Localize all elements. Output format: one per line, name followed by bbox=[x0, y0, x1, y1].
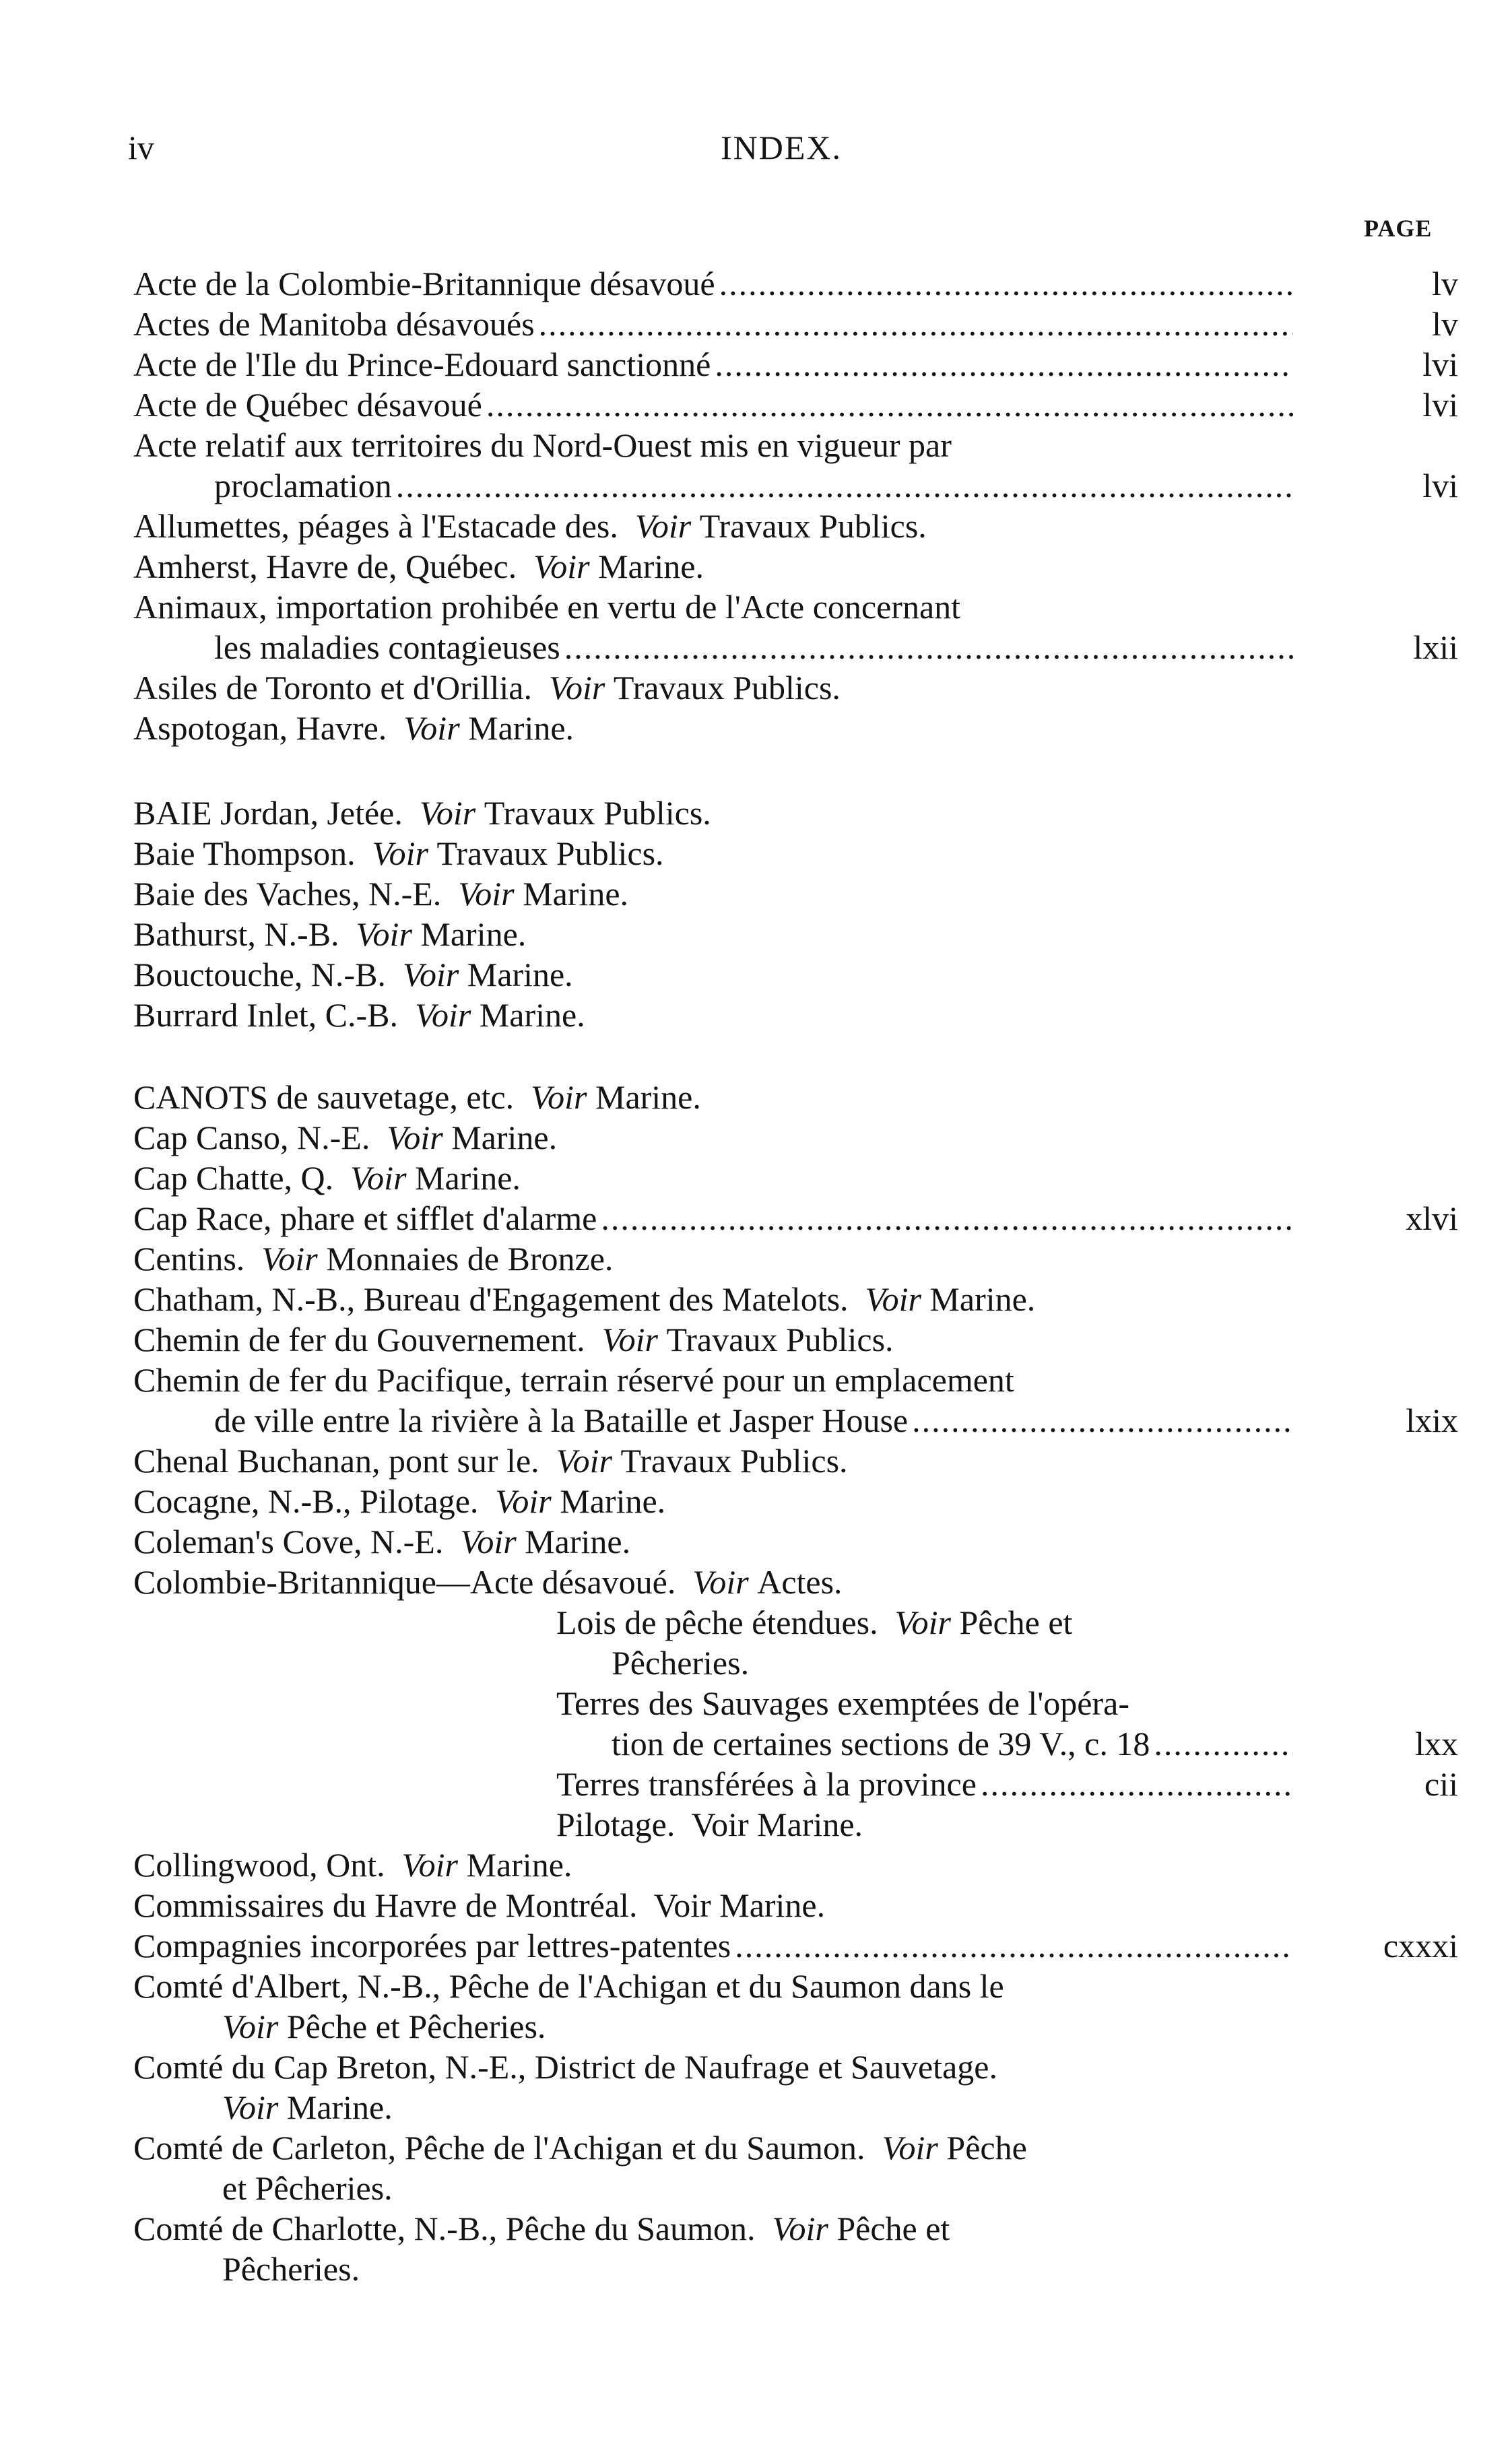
reference-target: Travaux Publics. bbox=[666, 1321, 894, 1358]
entry-text: Acte de Québec désavoué bbox=[133, 386, 482, 424]
reference-target: Marine. bbox=[286, 2088, 393, 2126]
entry-text: Chemin de fer du Gouvernement. bbox=[133, 1321, 585, 1358]
entry-text: Colombie-Britannique—Acte désavoué. bbox=[133, 1563, 676, 1601]
reference-target: Marine. bbox=[598, 548, 704, 585]
entry-page-number: lxix bbox=[1406, 1401, 1458, 1439]
reference-target: Travaux Publics. bbox=[613, 669, 841, 706]
dot-leader bbox=[719, 264, 1293, 303]
reference-target: Monnaies de Bronze. bbox=[326, 1240, 614, 1278]
entry-text: Coleman's Cove, N.-E. bbox=[133, 1523, 444, 1560]
voir-reference: Voir bbox=[414, 996, 471, 1034]
reference-target: Marine. bbox=[560, 1482, 666, 1520]
index-entry bbox=[0, 1320, 1512, 1360]
voir-reference: Voir bbox=[460, 1523, 517, 1560]
entry-text: Comté de Carleton, Pêche de l'Achigan et du Saumon. bbox=[133, 2129, 865, 2167]
index-entry bbox=[0, 1886, 1512, 1926]
reference-target: Pêche et bbox=[959, 1604, 1073, 1641]
entry-text: Baie des Vaches, N.-E. bbox=[133, 875, 442, 913]
index-entry bbox=[0, 1845, 1512, 1886]
entry-text: Pêcheries. bbox=[222, 2250, 360, 2288]
index-entry bbox=[0, 506, 1512, 547]
voir-reference: Voir bbox=[419, 794, 476, 832]
index-entry bbox=[0, 1482, 1512, 1522]
index-entry bbox=[0, 1562, 1512, 1603]
entry-page-number: cxxxi bbox=[1383, 1927, 1458, 1964]
index-entry bbox=[0, 1360, 1512, 1401]
entry-text: Compagnies incorporées par lettres-patentes bbox=[133, 1927, 731, 1964]
index-entry bbox=[0, 1926, 1512, 1967]
voir-reference: Voir bbox=[261, 1240, 318, 1278]
index-entry bbox=[0, 466, 1512, 506]
reference-target: Marine. bbox=[468, 709, 574, 747]
entry-page-number: cii bbox=[1424, 1765, 1458, 1803]
voir-reference: Voir bbox=[634, 507, 692, 545]
dot-leader bbox=[981, 1764, 1293, 1804]
page-column-label: PAGE bbox=[1364, 215, 1433, 242]
entry-text: Acte relatif aux territoires du Nord-Ouest mis en vigueur par bbox=[133, 426, 952, 464]
entry-text: Terres transférées à la province bbox=[556, 1765, 977, 1803]
index-entry bbox=[0, 2007, 1512, 2047]
entry-text: Animaux, importation prohibée en vertu de l'Acte concernant bbox=[133, 588, 961, 626]
entry-text: proclamation bbox=[214, 467, 392, 504]
entry-text: CANOTS de sauvetage, etc. bbox=[133, 1078, 515, 1116]
entry-text: Chenal Buchanan, pont sur le. bbox=[133, 1442, 539, 1480]
voir-reference: Voir bbox=[533, 548, 590, 585]
dot-leader bbox=[396, 466, 1293, 505]
voir-reference: Voir bbox=[882, 2129, 938, 2167]
reference-target: Travaux Publics. bbox=[620, 1442, 848, 1480]
voir-reference: Voir bbox=[402, 956, 459, 993]
index-entry bbox=[0, 1280, 1512, 1320]
voir-reference: Voir bbox=[350, 1159, 407, 1197]
entry-text: Cap Chatte, Q. bbox=[133, 1159, 334, 1197]
entry-text: Cap Canso, N.-E. bbox=[133, 1119, 370, 1156]
index-entry bbox=[0, 1684, 1512, 1724]
voir-reference: Voir bbox=[894, 1604, 951, 1641]
entry-text: Allumettes, péages à l'Estacade des. bbox=[133, 507, 618, 545]
entry-text: Pilotage. Voir Marine. bbox=[556, 1806, 863, 1843]
reference-target: Marine. bbox=[420, 915, 527, 953]
voir-reference: Voir bbox=[865, 1280, 921, 1318]
entry-text: Aspotogan, Havre. bbox=[133, 709, 387, 747]
voir-reference: Voir bbox=[401, 1846, 458, 1884]
entry-page-number: lv bbox=[1432, 265, 1458, 302]
entry-text: de ville entre la rivière à la Bataille et Jasper House bbox=[214, 1401, 909, 1439]
dot-leader bbox=[735, 1926, 1293, 1965]
entry-text: BAIE Jordan, Jetée. bbox=[133, 794, 403, 832]
entry-text: Comté du Cap Breton, N.-E., District de Naufrage et Sauvetage. bbox=[133, 2048, 997, 2086]
reference-target: Pêche et bbox=[836, 2210, 950, 2247]
index-entry bbox=[0, 426, 1512, 466]
entry-page-number: lvi bbox=[1422, 345, 1458, 383]
index-entry bbox=[0, 1805, 1512, 1845]
index-entry bbox=[0, 1603, 1512, 1643]
index-entry bbox=[0, 2249, 1512, 2290]
index-entry bbox=[0, 955, 1512, 995]
dot-leader bbox=[486, 385, 1293, 424]
index-entry bbox=[0, 1522, 1512, 1562]
reference-target: Actes. bbox=[757, 1563, 843, 1601]
entry-text: Chemin de fer du Pacifique, terrain réservé pour un emplacement bbox=[133, 1361, 1014, 1399]
reference-target: Marine. bbox=[525, 1523, 631, 1560]
entry-text: tion de certaines sections de 39 V., c. 18 bbox=[612, 1725, 1150, 1762]
page-folio: iv bbox=[128, 129, 154, 166]
page-title: INDEX. bbox=[721, 129, 843, 166]
index-entry bbox=[0, 1401, 1512, 1441]
entry-text: Terres des Sauvages exemptées de l'opéra- bbox=[556, 1684, 1129, 1722]
index-entry bbox=[0, 304, 1512, 345]
index-entry bbox=[0, 1643, 1512, 1684]
index-entry bbox=[0, 628, 1512, 668]
entry-page-number: lv bbox=[1432, 305, 1458, 343]
entry-page-number: lxx bbox=[1415, 1725, 1458, 1762]
voir-reference: Voir bbox=[356, 915, 412, 953]
index-entry bbox=[0, 1239, 1512, 1280]
entry-text: Comté d'Albert, N.-B., Pêche de l'Achigan et du Saumon dans le bbox=[133, 1967, 1004, 2005]
dot-leader bbox=[715, 345, 1293, 384]
index-entry bbox=[0, 264, 1512, 304]
entry-text: Baie Thompson. bbox=[133, 834, 356, 872]
index-entry bbox=[0, 2128, 1512, 2169]
entry-text: Bouctouche, N.-B. bbox=[133, 956, 386, 993]
index-entry bbox=[0, 2047, 1512, 2088]
index-entry bbox=[0, 2169, 1512, 2209]
entry-page-number: lvi bbox=[1422, 386, 1458, 424]
entry-text: Actes de Manitoba désavoués bbox=[133, 305, 535, 343]
voir-reference: Voir bbox=[549, 669, 605, 706]
entry-page-number: lvi bbox=[1422, 467, 1458, 504]
entry-text: Asiles de Toronto et d'Orillia. bbox=[133, 669, 532, 706]
reference-target: Marine. bbox=[479, 996, 585, 1034]
dot-leader bbox=[1154, 1724, 1293, 1763]
voir-reference: Voir bbox=[495, 1482, 552, 1520]
index-entry bbox=[0, 587, 1512, 628]
reference-target: Marine. bbox=[415, 1159, 521, 1197]
index-entry bbox=[0, 793, 1512, 834]
entry-text: Commissaires du Havre de Montréal. Voir Marine. bbox=[133, 1886, 826, 1924]
reference-target: Marine. bbox=[467, 956, 573, 993]
reference-target: Marine. bbox=[451, 1119, 558, 1156]
reference-target: Pêche bbox=[946, 2129, 1027, 2167]
entry-text: Acte de l'Ile du Prince-Edouard sanctionné bbox=[133, 345, 711, 383]
index-entry bbox=[0, 2088, 1512, 2128]
entry-page-number: lxii bbox=[1413, 628, 1458, 666]
voir-reference: Voir bbox=[531, 1078, 587, 1116]
dot-leader bbox=[912, 1401, 1293, 1440]
index-entry bbox=[0, 1199, 1512, 1239]
index-entry bbox=[0, 874, 1512, 915]
index-entry bbox=[0, 1078, 1512, 1118]
entry-text: Amherst, Havre de, Québec. bbox=[133, 548, 517, 585]
voir-reference: Voir bbox=[556, 1442, 612, 1480]
index-entry bbox=[0, 547, 1512, 587]
entry-text: Bathurst, N.-B. bbox=[133, 915, 339, 953]
reference-target: Travaux Publics. bbox=[436, 834, 664, 872]
index-entry bbox=[0, 708, 1512, 749]
index-entry bbox=[0, 345, 1512, 385]
voir-reference: Voir bbox=[387, 1119, 443, 1156]
entry-text: les maladies contagieuses bbox=[214, 628, 560, 666]
index-entry bbox=[0, 834, 1512, 874]
index-entry bbox=[0, 995, 1512, 1036]
entry-text: Cap Race, phare et sifflet d'alarme bbox=[133, 1199, 597, 1237]
index-entry bbox=[0, 1967, 1512, 2007]
index-entry bbox=[0, 385, 1512, 426]
reference-target: Marine. bbox=[929, 1280, 1036, 1318]
index-entry bbox=[0, 1441, 1512, 1482]
entry-page-number: xlvi bbox=[1406, 1199, 1458, 1237]
index-entry bbox=[0, 915, 1512, 955]
reference-target: Marine. bbox=[466, 1846, 572, 1884]
voir-reference: Voir bbox=[403, 709, 460, 747]
entry-text: Collingwood, Ont. bbox=[133, 1846, 385, 1884]
dot-leader bbox=[601, 1199, 1293, 1238]
index-entry bbox=[0, 1158, 1512, 1199]
voir-reference: Voir bbox=[222, 2088, 279, 2126]
index-entry bbox=[0, 2209, 1512, 2249]
index-entry bbox=[0, 1764, 1512, 1805]
reference-target: Marine. bbox=[595, 1078, 701, 1116]
reference-target: Travaux Publics. bbox=[699, 507, 927, 545]
index-entry bbox=[0, 1118, 1512, 1158]
entry-text: Acte de la Colombie-Britannique désavoué bbox=[133, 265, 715, 302]
reference-target: Marine. bbox=[523, 875, 629, 913]
index-entry bbox=[0, 668, 1512, 708]
voir-reference: Voir bbox=[601, 1321, 658, 1358]
reference-target: Travaux Publics. bbox=[484, 794, 711, 832]
dot-leader bbox=[564, 628, 1293, 667]
entry-text: Comté de Charlotte, N.-B., Pêche du Saumon. bbox=[133, 2210, 756, 2247]
entry-text: Cocagne, N.-B., Pilotage. bbox=[133, 1482, 479, 1520]
index-entry bbox=[0, 1724, 1512, 1764]
entry-text: Lois de pêche étendues. bbox=[556, 1604, 878, 1641]
entry-text: et Pêcheries. bbox=[222, 2169, 393, 2207]
dot-leader bbox=[539, 304, 1293, 343]
entry-text: Pêcheries. bbox=[612, 1644, 750, 1682]
entry-text: Centins. bbox=[133, 1240, 245, 1278]
voir-reference: Voir bbox=[458, 875, 515, 913]
reference-target: Pêche et Pêcheries. bbox=[286, 2008, 546, 2045]
voir-reference: Voir bbox=[692, 1563, 749, 1601]
entry-text: Burrard Inlet, C.-B. bbox=[133, 996, 398, 1034]
voir-reference: Voir bbox=[772, 2210, 828, 2247]
voir-reference: Voir bbox=[372, 834, 428, 872]
entry-text: Chatham, N.-B., Bureau d'Engagement des Matelots. bbox=[133, 1280, 849, 1318]
voir-reference: Voir bbox=[222, 2008, 279, 2045]
